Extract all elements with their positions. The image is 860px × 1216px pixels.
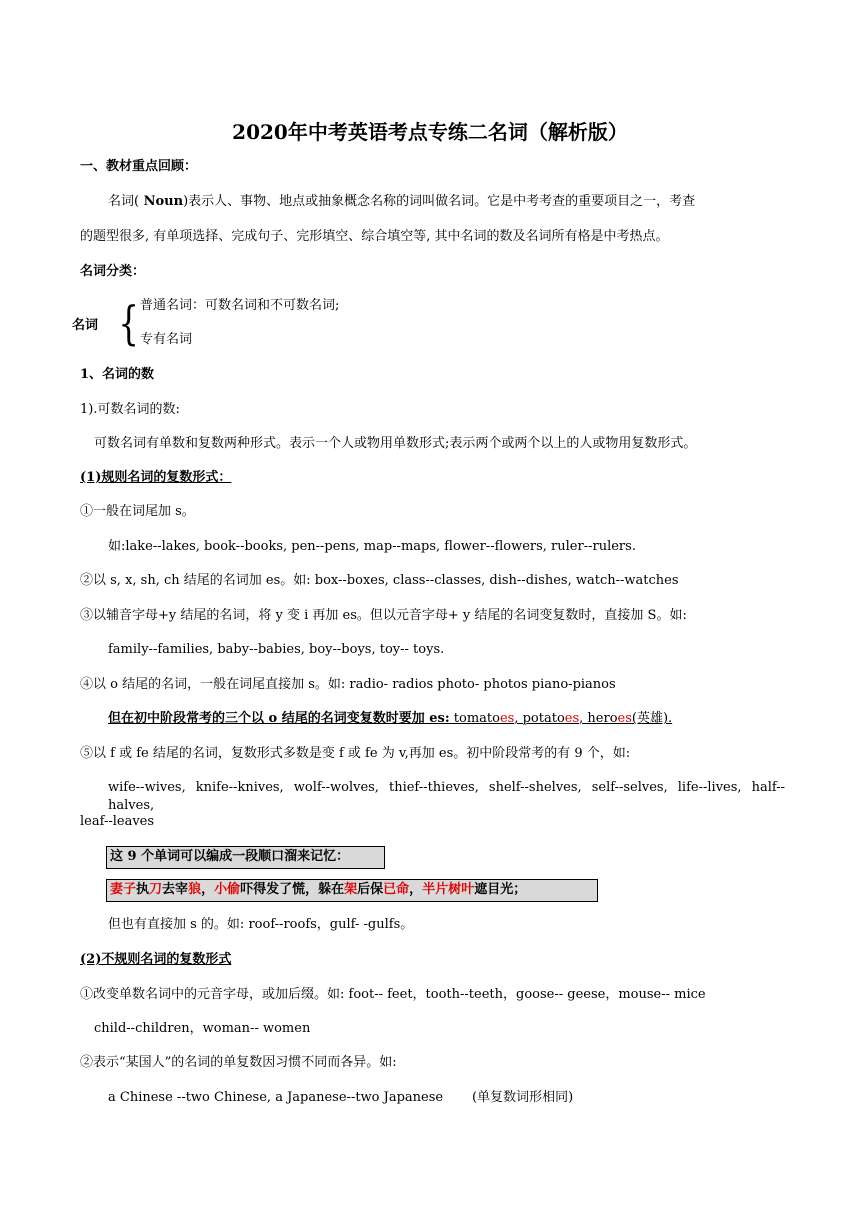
regular-heading: (1)规则名词的复数形式：: [80, 470, 232, 485]
mnemonic-title: 这 9 个单词可以编成一段顺口溜来记忆：: [110, 849, 350, 864]
mnemonic-box: [106, 879, 598, 902]
note-word: , hero: [579, 711, 618, 726]
mnemonic-part: 执: [136, 882, 150, 897]
intro-text: 名词(: [108, 194, 140, 209]
note-suffix: es: [617, 711, 632, 726]
mnemonic-part: 去宰: [162, 882, 189, 897]
rule-2: ②以 s, x, sh, ch 结尾的名词加 es。如: box--boxes, class--classes, dish--dishes, watch--watches: [80, 573, 679, 588]
mnemonic-key: 狼: [188, 882, 202, 897]
rule-5-example-2: leaf--leaves: [80, 814, 155, 829]
classification-label: 名词: [72, 318, 99, 333]
mnemonic-key: 已命: [383, 882, 410, 897]
mnemonic-part: ，: [201, 882, 215, 897]
irregular-2-note: (单复数词形相同): [472, 1090, 574, 1105]
mnemonic-part: 后保: [357, 882, 384, 897]
classification-heading: 名词分类：: [80, 264, 146, 279]
rule-3-example: family--families, baby--babies, boy--boys, toy-- toys.: [108, 642, 445, 657]
rule-5: ⑤以 f 或 fe 结尾的名词，复数形式多数是变 f 或 fe 为 v,再加 es。初中阶段常考的有 9 个，如:: [80, 746, 631, 761]
countable-subheading: 1).可数名词的数:: [80, 402, 180, 417]
mnemonic-part: 吓得发了慌，躲在: [240, 882, 345, 897]
irregular-heading: (2)不规则名词的复数形式: [80, 952, 232, 967]
note-word: tomato: [449, 711, 500, 726]
intro-noun: Noun: [139, 194, 184, 209]
rule-4-note: [108, 710, 672, 728]
classification-item-2: 专有名词: [140, 332, 193, 347]
irregular-2-example: a Chinese --two Chinese, a Japanese--two Japanese: [108, 1090, 444, 1105]
rule-3: ③以辅音字母+y 结尾的名词，将 y 变 i 再加 es。但以元音字母+ y 结尾的名词变复数时，直接加 S。如:: [80, 608, 687, 623]
intro-line-2: 的题型很多, 有单项选择、完成句子、完形填空、综合填空等, 其中名词的数及名词所有格是中考热点。: [80, 229, 669, 244]
intro-line-1: [108, 193, 695, 211]
mnemonic-text: [110, 881, 526, 899]
mnemonic-key: 半片树叶: [422, 882, 475, 897]
number-heading: 1、名词的数: [80, 367, 155, 382]
mnemonic-key: 小偷: [214, 882, 241, 897]
note-text: 但在初中阶段常考的三个以 o 结尾的名词变复数时要加 es:: [108, 711, 450, 726]
irregular-1: ①改变单数名词中的元音字母，或加后缀。如: foot-- feet，tooth--teeth，goose-- geese，mouse-- mice: [80, 987, 706, 1002]
rule-4: ④以 o 结尾的名词，一般在词尾直接加 s。如: radio- radios photo- photos piano-pianos: [80, 677, 616, 692]
mnemonic-key: 刀: [149, 882, 163, 897]
page-title: 2020年中考英语考点专练二名词（解析版）: [232, 120, 628, 144]
mnemonic-key: 架: [344, 882, 358, 897]
rule-5-extra: 但也有直接加 s 的。如: roof--roofs，gulf- -gulfs。: [108, 917, 414, 932]
note-suffix: es: [564, 711, 580, 726]
classification-item-1: 普通名词：可数名词和不可数名词;: [140, 298, 340, 313]
intro-text: )表示人、事物、地点或抽象概念名称的词叫做名词。它是中考考查的重要项目之一，考查: [183, 194, 696, 209]
rule-1: ①一般在词尾加 s。: [80, 504, 195, 519]
mnemonic-title-box: [106, 846, 385, 869]
mnemonic-key: 妻子: [110, 882, 137, 897]
brace-icon: {: [118, 296, 139, 350]
section-heading: 一、教材重点回顾：: [80, 159, 198, 174]
rule-5-example-1: wife--wives, knife--knives, wolf--wolves, thief--thieves, shelf--shelves, self--selves, life--lives, half--halves,: [108, 780, 785, 813]
mnemonic-part: 遮目光；: [474, 882, 527, 897]
countable-text: 可数名词有单数和复数两种形式。表示一个人或物用单数形式;表示两个或两个以上的人或物用复数形式。: [94, 436, 697, 451]
irregular-1-example: child--children，woman-- women: [94, 1021, 311, 1036]
note-word: , potato: [514, 711, 565, 726]
note-suffix: es: [499, 711, 515, 726]
mnemonic-part: ，: [409, 882, 423, 897]
note-tail: (英雄).: [631, 711, 673, 726]
irregular-2: ②表示“某国人”的名词的单复数因习惯不同而各异。如:: [80, 1055, 397, 1070]
rule-1-example: 如:lake--lakes, book--books, pen--pens, map--maps, flower--flowers, ruler--rulers.: [108, 539, 636, 554]
